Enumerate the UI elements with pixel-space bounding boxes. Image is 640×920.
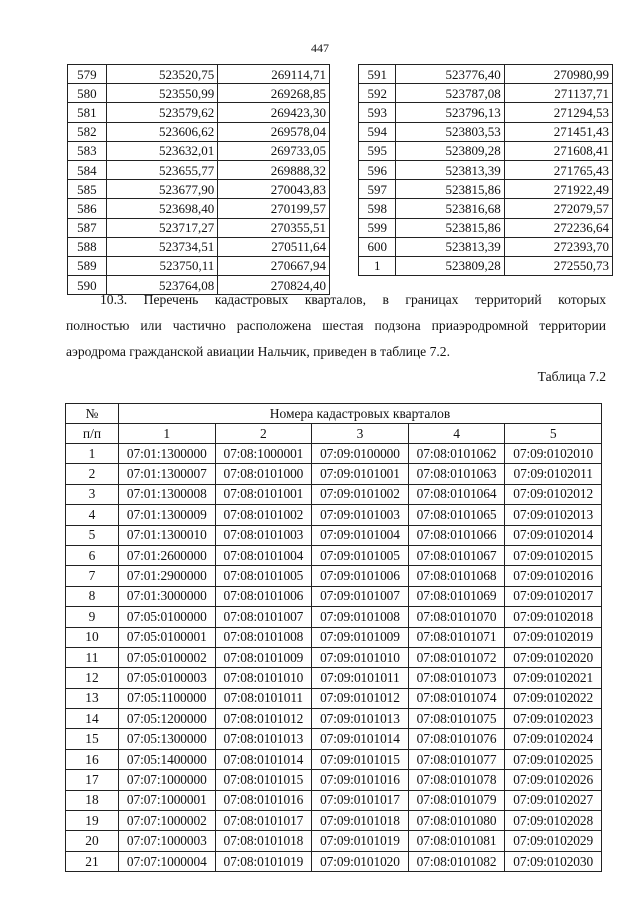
cadastral-number: 07:08:0101010 (215, 668, 312, 688)
point-number: 581 (68, 103, 107, 122)
cadastral-number: 07:08:0101079 (408, 790, 505, 810)
point-number: 584 (68, 160, 107, 179)
cadastral-number: 07:08:0101003 (215, 525, 312, 545)
point-number: 594 (359, 122, 396, 141)
cadastral-number: 07:09:0102025 (505, 749, 602, 769)
table-row (66, 627, 602, 647)
row-number: 7 (66, 566, 119, 586)
table-caption: Таблица 7.2 (537, 369, 606, 384)
cadastral-number: 07:08:0101007 (215, 607, 312, 627)
cadastral-number: 07:09:0101019 (312, 831, 409, 851)
cadastral-number: 07:08:0101080 (408, 811, 505, 831)
point-number: 590 (68, 276, 107, 295)
header-row-sub (66, 424, 602, 444)
cadastral-number: 07:08:0101006 (215, 586, 312, 606)
cadastral-number: 07:09:0101003 (312, 505, 409, 525)
coordinate-row (68, 237, 330, 256)
row-number: 12 (66, 668, 119, 688)
cadastral-number: 07:05:1100000 (119, 688, 216, 708)
row-number: 21 (66, 851, 119, 871)
coordinate-row (68, 141, 330, 160)
header-column-2: 2 (215, 424, 312, 444)
y-coordinate: 269114,71 (218, 65, 330, 84)
cadastral-number: 07:05:0100002 (119, 647, 216, 667)
y-coordinate: 270980,99 (504, 65, 612, 84)
point-number: 586 (68, 199, 107, 218)
cadastral-number: 07:08:0101076 (408, 729, 505, 749)
cadastral-number: 07:09:0102030 (505, 851, 602, 871)
point-number: 599 (359, 218, 396, 237)
coordinate-row (359, 160, 613, 179)
row-number: 5 (66, 525, 119, 545)
table-row (66, 607, 602, 627)
x-coordinate: 523787,08 (396, 84, 504, 103)
x-coordinate: 523550,99 (106, 84, 218, 103)
table-row (66, 709, 602, 729)
cadastral-number: 07:09:0101002 (312, 484, 409, 504)
row-number: 6 (66, 545, 119, 565)
point-number: 588 (68, 237, 107, 256)
row-number: 2 (66, 464, 119, 484)
y-coordinate: 270824,40 (218, 276, 330, 295)
cadastral-number: 07:08:0101070 (408, 607, 505, 627)
cadastral-number: 07:08:0101072 (408, 647, 505, 667)
cadastral-number: 07:09:0101015 (312, 749, 409, 769)
table-row (66, 545, 602, 565)
cadastral-number: 07:09:0101020 (312, 851, 409, 871)
coordinate-row (68, 180, 330, 199)
point-number: 583 (68, 141, 107, 160)
point-number: 579 (68, 65, 107, 84)
coordinates-right-body (359, 65, 613, 276)
row-number: 14 (66, 709, 119, 729)
coordinate-row (68, 160, 330, 179)
table-row (66, 444, 602, 464)
coordinate-row (359, 103, 613, 122)
table-row (66, 790, 602, 810)
cadastral-number: 07:08:0101004 (215, 545, 312, 565)
y-coordinate: 271451,43 (504, 122, 612, 141)
paragraph-line-2: полностью или частично расположена шестая подзона приаэродромной территории (66, 318, 606, 333)
cadastral-number: 07:08:0101071 (408, 627, 505, 647)
y-coordinate: 271765,43 (504, 160, 612, 179)
row-number: 8 (66, 586, 119, 606)
cadastral-number: 07:01:1300009 (119, 505, 216, 525)
cadastral-number: 07:09:0101005 (312, 545, 409, 565)
cadastral-number: 07:08:0101062 (408, 444, 505, 464)
cadastral-number: 07:09:0102011 (505, 464, 602, 484)
cadastral-number: 07:09:0102010 (505, 444, 602, 464)
row-number: 10 (66, 627, 119, 647)
cadastral-number: 07:09:0102022 (505, 688, 602, 708)
cadastral-number: 07:08:0101000 (215, 464, 312, 484)
cadastral-number: 07:07:1000000 (119, 770, 216, 790)
cadastral-table-header (66, 404, 602, 444)
coordinate-row (359, 180, 613, 199)
cadastral-number: 07:09:0101012 (312, 688, 409, 708)
point-number: 595 (359, 141, 396, 160)
row-number: 11 (66, 647, 119, 667)
cadastral-number: 07:09:0101018 (312, 811, 409, 831)
y-coordinate: 270043,83 (218, 180, 330, 199)
y-coordinate: 270355,51 (218, 218, 330, 237)
cadastral-number: 07:09:0102014 (505, 525, 602, 545)
header-column-5: 5 (505, 424, 602, 444)
cadastral-number: 07:08:0101081 (408, 831, 505, 851)
row-number: 3 (66, 484, 119, 504)
cadastral-number: 07:08:0101001 (215, 484, 312, 504)
cadastral-number: 07:08:0101074 (408, 688, 505, 708)
cadastral-number: 07:01:1300007 (119, 464, 216, 484)
table-row (66, 831, 602, 851)
point-number: 596 (359, 160, 396, 179)
y-coordinate: 272393,70 (504, 237, 612, 256)
header-column-4: 4 (408, 424, 505, 444)
x-coordinate: 523813,39 (396, 160, 504, 179)
row-number: 20 (66, 831, 119, 851)
cadastral-number: 07:09:0101016 (312, 770, 409, 790)
coordinate-row (359, 84, 613, 103)
x-coordinate: 523809,28 (396, 141, 504, 160)
cadastral-number: 07:08:0101017 (215, 811, 312, 831)
cadastral-number: 07:08:0101078 (408, 770, 505, 790)
x-coordinate: 523579,62 (106, 103, 218, 122)
coordinate-row (68, 84, 330, 103)
y-coordinate: 272236,64 (504, 218, 612, 237)
x-coordinate: 523698,40 (106, 199, 218, 218)
cadastral-number: 07:08:0101009 (215, 647, 312, 667)
cadastral-number: 07:09:0101013 (312, 709, 409, 729)
cadastral-number: 07:09:0102028 (505, 811, 602, 831)
x-coordinate: 523813,39 (396, 237, 504, 256)
table-row (66, 525, 602, 545)
x-coordinate: 523816,68 (396, 199, 504, 218)
point-number: 589 (68, 256, 107, 275)
x-coordinate: 523803,53 (396, 122, 504, 141)
cadastral-number: 07:07:1000002 (119, 811, 216, 831)
row-number: 16 (66, 749, 119, 769)
cadastral-number: 07:08:0101066 (408, 525, 505, 545)
table-row (66, 851, 602, 871)
cadastral-number: 07:08:0101012 (215, 709, 312, 729)
cadastral-number: 07:09:0101014 (312, 729, 409, 749)
x-coordinate: 523677,90 (106, 180, 218, 199)
y-coordinate: 269733,05 (218, 141, 330, 160)
cadastral-number: 07:09:0100000 (312, 444, 409, 464)
cadastral-number: 07:07:1000004 (119, 851, 216, 871)
row-number: 19 (66, 811, 119, 831)
table-row (66, 668, 602, 688)
paragraph-line-3: аэродрома гражданской авиации Нальчик, приведен в таблице 7.2. (66, 344, 450, 359)
x-coordinate: 523717,27 (106, 218, 218, 237)
table-row (66, 770, 602, 790)
cadastral-number: 07:08:0101002 (215, 505, 312, 525)
x-coordinate: 523606,62 (106, 122, 218, 141)
y-coordinate: 272079,57 (504, 199, 612, 218)
header-column-1: 1 (119, 424, 216, 444)
table-row (66, 586, 602, 606)
coordinate-row (359, 65, 613, 84)
row-number: 18 (66, 790, 119, 810)
table-row (66, 688, 602, 708)
cadastral-number: 07:08:0101073 (408, 668, 505, 688)
cadastral-number: 07:09:0102018 (505, 607, 602, 627)
cadastral-number: 07:09:0101017 (312, 790, 409, 810)
cadastral-number: 07:08:0101064 (408, 484, 505, 504)
coordinate-row (359, 122, 613, 141)
x-coordinate: 523764,08 (106, 276, 218, 295)
row-number: 17 (66, 770, 119, 790)
row-number: 9 (66, 607, 119, 627)
cadastral-number: 07:08:0101016 (215, 790, 312, 810)
cadastral-number: 07:09:0102020 (505, 647, 602, 667)
coordinate-row (359, 237, 613, 256)
cadastral-number: 07:09:0102017 (505, 586, 602, 606)
cadastral-number: 07:09:0101007 (312, 586, 409, 606)
row-number: 1 (66, 444, 119, 464)
cadastral-number: 07:09:0101011 (312, 668, 409, 688)
coordinate-row (359, 141, 613, 160)
y-coordinate: 269578,04 (218, 122, 330, 141)
x-coordinate: 523815,86 (396, 218, 504, 237)
cadastral-number: 07:08:0101018 (215, 831, 312, 851)
row-number: 13 (66, 688, 119, 708)
cadastral-number: 07:09:0102027 (505, 790, 602, 810)
cadastral-number: 07:05:1400000 (119, 749, 216, 769)
table-row (66, 484, 602, 504)
cadastral-number: 07:09:0102016 (505, 566, 602, 586)
header-item-number: п/п (66, 424, 119, 444)
point-number: 1 (359, 256, 396, 275)
point-number: 587 (68, 218, 107, 237)
point-number: 580 (68, 84, 107, 103)
cadastral-number: 07:09:0102024 (505, 729, 602, 749)
y-coordinate: 270511,64 (218, 237, 330, 256)
cadastral-quarters-table (65, 403, 602, 872)
table-row (66, 647, 602, 667)
x-coordinate: 523776,40 (396, 65, 504, 84)
coordinate-row (68, 65, 330, 84)
cadastral-number: 07:09:0101004 (312, 525, 409, 545)
x-coordinate: 523655,77 (106, 160, 218, 179)
cadastral-number: 07:08:0101019 (215, 851, 312, 871)
cadastral-number: 07:09:0101008 (312, 607, 409, 627)
cadastral-number: 07:09:0102013 (505, 505, 602, 525)
y-coordinate: 269888,32 (218, 160, 330, 179)
coordinate-row (68, 256, 330, 275)
coordinates-table-left (67, 64, 330, 295)
point-number: 593 (359, 103, 396, 122)
cadastral-number: 07:09:0101001 (312, 464, 409, 484)
cadastral-number: 07:09:0101010 (312, 647, 409, 667)
cadastral-number: 07:01:2900000 (119, 566, 216, 586)
row-number: 4 (66, 505, 119, 525)
cadastral-number: 07:09:0102012 (505, 484, 602, 504)
cadastral-number: 07:05:1200000 (119, 709, 216, 729)
row-number: 15 (66, 729, 119, 749)
x-coordinate: 523734,51 (106, 237, 218, 256)
cadastral-number: 07:09:0102021 (505, 668, 602, 688)
cadastral-number: 07:08:0101005 (215, 566, 312, 586)
y-coordinate: 269423,30 (218, 103, 330, 122)
coordinate-row (68, 103, 330, 122)
point-number: 600 (359, 237, 396, 256)
x-coordinate: 523815,86 (396, 180, 504, 199)
table-row (66, 749, 602, 769)
coordinate-row (359, 218, 613, 237)
point-number: 591 (359, 65, 396, 84)
cadastral-number: 07:08:0101008 (215, 627, 312, 647)
coordinate-row (68, 218, 330, 237)
cadastral-number: 07:01:1300008 (119, 484, 216, 504)
x-coordinate: 523809,28 (396, 256, 504, 275)
point-number: 592 (359, 84, 396, 103)
cadastral-number: 07:08:0101067 (408, 545, 505, 565)
header-column-3: 3 (312, 424, 409, 444)
coordinates-table-right (358, 64, 613, 276)
y-coordinate: 271294,53 (504, 103, 612, 122)
y-coordinate: 271608,41 (504, 141, 612, 160)
page-number: 447 (311, 41, 329, 55)
coordinate-row (68, 199, 330, 218)
table-row (66, 729, 602, 749)
cadastral-number: 07:08:0101063 (408, 464, 505, 484)
cadastral-number: 07:08:0101065 (408, 505, 505, 525)
x-coordinate: 523632,01 (106, 141, 218, 160)
cadastral-number: 07:05:0100000 (119, 607, 216, 627)
y-coordinate: 270199,57 (218, 199, 330, 218)
cadastral-number: 07:08:0101013 (215, 729, 312, 749)
paragraph-line-1: 10.3. Перечень кадастровых кварталов, в границах территорий которых (100, 292, 606, 307)
cadastral-number: 07:01:3000000 (119, 586, 216, 606)
x-coordinate: 523796,13 (396, 103, 504, 122)
table-row (66, 811, 602, 831)
cadastral-number: 07:08:0101075 (408, 709, 505, 729)
cadastral-number: 07:01:2600000 (119, 545, 216, 565)
cadastral-number: 07:09:0101006 (312, 566, 409, 586)
table-row (66, 505, 602, 525)
coordinate-row (359, 256, 613, 275)
point-number: 597 (359, 180, 396, 199)
x-coordinate: 523520,75 (106, 65, 218, 84)
cadastral-number: 07:05:1300000 (119, 729, 216, 749)
cadastral-number: 07:07:1000003 (119, 831, 216, 851)
cadastral-number: 07:08:0101068 (408, 566, 505, 586)
cadastral-number: 07:09:0101009 (312, 627, 409, 647)
cadastral-table-body (66, 444, 602, 872)
y-coordinate: 271922,49 (504, 180, 612, 199)
table-row (66, 464, 602, 484)
cadastral-number: 07:09:0102015 (505, 545, 602, 565)
header-number-sign: № (66, 404, 119, 424)
cadastral-number: 07:05:0100001 (119, 627, 216, 647)
coordinate-row (359, 199, 613, 218)
cadastral-number: 07:08:0101015 (215, 770, 312, 790)
cadastral-number: 07:08:0101014 (215, 749, 312, 769)
cadastral-number: 07:01:1300000 (119, 444, 216, 464)
coordinates-left-body (68, 65, 330, 295)
x-coordinate: 523750,11 (106, 256, 218, 275)
cadastral-number: 07:09:0102029 (505, 831, 602, 851)
cadastral-number: 07:07:1000001 (119, 790, 216, 810)
point-number: 582 (68, 122, 107, 141)
y-coordinate: 270667,94 (218, 256, 330, 275)
table-row (66, 566, 602, 586)
cadastral-number: 07:08:0101011 (215, 688, 312, 708)
point-number: 585 (68, 180, 107, 199)
y-coordinate: 272550,73 (504, 256, 612, 275)
coordinate-row (68, 122, 330, 141)
point-number: 598 (359, 199, 396, 218)
cadastral-number: 07:09:0102019 (505, 627, 602, 647)
cadastral-number: 07:08:0101069 (408, 586, 505, 606)
header-cadastral-numbers: Номера кадастровых кварталов (119, 404, 602, 424)
header-row-main (66, 404, 602, 424)
cadastral-number: 07:08:0101077 (408, 749, 505, 769)
cadastral-number: 07:08:0101082 (408, 851, 505, 871)
cadastral-number: 07:09:0102026 (505, 770, 602, 790)
y-coordinate: 269268,85 (218, 84, 330, 103)
y-coordinate: 271137,71 (504, 84, 612, 103)
cadastral-number: 07:05:0100003 (119, 668, 216, 688)
cadastral-number: 07:08:1000001 (215, 444, 312, 464)
cadastral-number: 07:01:1300010 (119, 525, 216, 545)
cadastral-number: 07:09:0102023 (505, 709, 602, 729)
